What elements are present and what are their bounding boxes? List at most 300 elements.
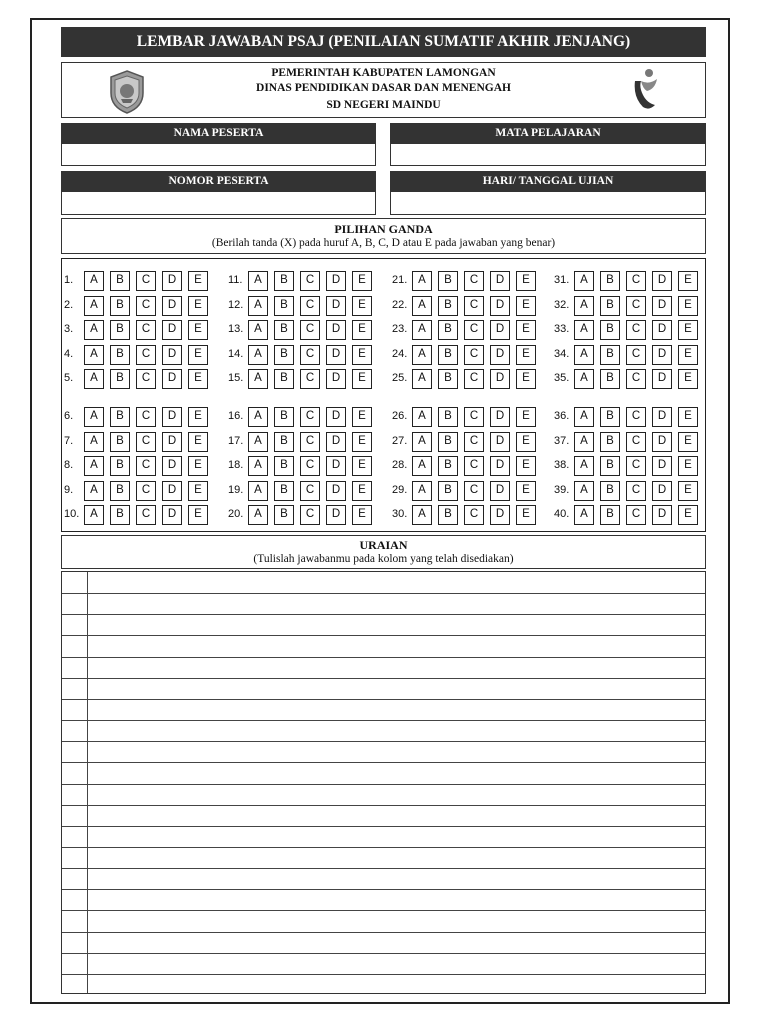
option-e-box[interactable]: E <box>678 296 698 316</box>
essay-line[interactable] <box>62 635 705 636</box>
option-e-box[interactable]: E <box>352 505 372 525</box>
option-e-box[interactable]: E <box>516 296 536 316</box>
question-30 <box>392 505 542 525</box>
option-a-box[interactable]: A <box>574 407 594 427</box>
option-d-box[interactable]: D <box>490 481 510 501</box>
option-a-box[interactable]: A <box>412 456 432 476</box>
option-a-box[interactable]: A <box>84 456 104 476</box>
multiple-choice-grid <box>61 258 706 532</box>
option-c-box[interactable]: C <box>626 456 646 476</box>
question-26 <box>392 407 542 427</box>
option-a-box[interactable]: A <box>412 320 432 340</box>
option-a-box[interactable]: A <box>412 369 432 389</box>
option-e-box[interactable]: E <box>188 320 208 340</box>
option-c-box[interactable]: C <box>464 271 484 291</box>
option-d-box[interactable]: D <box>490 271 510 291</box>
question-number: 32. <box>554 299 570 311</box>
option-a-box[interactable]: A <box>84 505 104 525</box>
option-e-box[interactable]: E <box>678 481 698 501</box>
option-d-box[interactable]: D <box>326 481 346 501</box>
option-e-box[interactable]: E <box>678 505 698 525</box>
option-d-box[interactable]: D <box>326 432 346 452</box>
option-a-box[interactable]: A <box>248 271 268 291</box>
question-40 <box>554 505 704 525</box>
option-e-box[interactable]: E <box>516 481 536 501</box>
option-c-box[interactable]: C <box>136 407 156 427</box>
option-a-box[interactable]: A <box>84 271 104 291</box>
option-e-box[interactable]: E <box>188 505 208 525</box>
question-17 <box>228 432 378 452</box>
option-d-box[interactable]: D <box>162 296 182 316</box>
multiple-choice-header <box>61 218 706 254</box>
question-33 <box>554 320 704 340</box>
question-number: 26. <box>392 410 408 422</box>
option-a-box[interactable]: A <box>574 296 594 316</box>
question-34 <box>554 345 704 365</box>
option-b-box[interactable]: B <box>438 407 458 427</box>
question-18 <box>228 456 378 476</box>
option-a-box[interactable]: A <box>84 432 104 452</box>
option-a-box[interactable]: A <box>574 320 594 340</box>
option-a-box[interactable]: A <box>412 432 432 452</box>
question-19 <box>228 481 378 501</box>
option-b-box[interactable]: B <box>110 369 130 389</box>
option-e-box[interactable]: E <box>352 271 372 291</box>
option-e-box[interactable]: E <box>516 369 536 389</box>
option-e-box[interactable]: E <box>188 345 208 365</box>
option-d-box[interactable]: D <box>162 369 182 389</box>
option-a-box[interactable]: A <box>412 407 432 427</box>
question-24 <box>392 345 542 365</box>
option-a-box[interactable]: A <box>84 369 104 389</box>
option-d-box[interactable]: D <box>490 505 510 525</box>
option-a-box[interactable]: A <box>84 481 104 501</box>
option-e-box[interactable]: E <box>352 345 372 365</box>
question-29 <box>392 481 542 501</box>
option-b-box[interactable]: B <box>438 481 458 501</box>
nomor-peserta-field[interactable] <box>61 191 376 215</box>
option-a-box[interactable]: A <box>84 320 104 340</box>
question-number: 24. <box>392 348 408 360</box>
option-e-box[interactable]: E <box>352 369 372 389</box>
option-c-box[interactable]: C <box>300 481 320 501</box>
multiple-choice-title: PILIHAN GANDA <box>334 222 433 236</box>
option-e-box[interactable]: E <box>188 456 208 476</box>
option-d-box[interactable]: D <box>490 407 510 427</box>
option-a-box[interactable]: A <box>248 407 268 427</box>
option-e-box[interactable]: E <box>352 481 372 501</box>
option-e-box[interactable]: E <box>678 432 698 452</box>
essay-line[interactable] <box>62 762 705 763</box>
essay-line[interactable] <box>62 593 705 594</box>
option-a-box[interactable]: A <box>574 369 594 389</box>
option-a-box[interactable]: A <box>574 456 594 476</box>
essay-line[interactable] <box>62 826 705 827</box>
essay-title: URAIAN <box>359 538 408 552</box>
option-c-box[interactable]: C <box>136 481 156 501</box>
essay-line[interactable] <box>62 889 705 890</box>
option-e-box[interactable]: E <box>188 296 208 316</box>
essay-line[interactable] <box>62 614 705 615</box>
option-b-box[interactable]: B <box>110 320 130 340</box>
mata-pelajaran-field[interactable] <box>390 143 706 166</box>
essay-header <box>61 535 706 569</box>
option-b-box[interactable]: B <box>274 296 294 316</box>
option-d-box[interactable]: D <box>490 320 510 340</box>
option-b-box[interactable]: B <box>274 432 294 452</box>
option-d-box[interactable]: D <box>326 456 346 476</box>
option-e-box[interactable]: E <box>188 369 208 389</box>
option-b-box[interactable]: B <box>600 407 620 427</box>
essay-line[interactable] <box>62 720 705 721</box>
option-d-box[interactable]: D <box>162 407 182 427</box>
option-d-box[interactable]: D <box>162 432 182 452</box>
nama-peserta-field[interactable] <box>61 143 376 166</box>
question-25 <box>392 369 542 389</box>
option-c-box[interactable]: C <box>136 296 156 316</box>
option-e-box[interactable]: E <box>188 481 208 501</box>
option-a-box[interactable]: A <box>574 345 594 365</box>
option-a-box[interactable]: A <box>574 481 594 501</box>
option-e-box[interactable]: E <box>352 407 372 427</box>
option-c-box[interactable]: C <box>464 407 484 427</box>
option-b-box[interactable]: B <box>274 505 294 525</box>
option-d-box[interactable]: D <box>652 296 672 316</box>
option-c-box[interactable]: C <box>300 432 320 452</box>
question-38 <box>554 456 704 476</box>
option-c-box[interactable]: C <box>626 505 646 525</box>
option-a-box[interactable]: A <box>248 432 268 452</box>
option-c-box[interactable]: C <box>464 296 484 316</box>
question-6 <box>64 407 214 427</box>
education-logo-icon <box>627 67 663 113</box>
option-d-box[interactable]: D <box>326 369 346 389</box>
option-b-box[interactable]: B <box>274 407 294 427</box>
option-a-box[interactable]: A <box>412 296 432 316</box>
question-10 <box>64 505 214 525</box>
essay-line[interactable] <box>62 741 705 742</box>
option-e-box[interactable]: E <box>352 296 372 316</box>
option-a-box[interactable]: A <box>412 345 432 365</box>
option-d-box[interactable]: D <box>652 432 672 452</box>
question-15 <box>228 369 378 389</box>
question-number: 13. <box>228 323 244 335</box>
option-b-box[interactable]: B <box>274 481 294 501</box>
essay-line[interactable] <box>62 868 705 869</box>
option-e-box[interactable]: E <box>352 456 372 476</box>
question-number: 17. <box>228 435 244 447</box>
option-c-box[interactable]: C <box>626 345 646 365</box>
option-b-box[interactable]: B <box>438 320 458 340</box>
option-b-box[interactable]: B <box>274 320 294 340</box>
option-b-box[interactable]: B <box>438 369 458 389</box>
question-8 <box>64 456 214 476</box>
option-c-box[interactable]: C <box>464 432 484 452</box>
school-line-department: DINAS PENDIDIKAN DASAR DAN MENENGAH <box>256 82 511 94</box>
option-e-box[interactable]: E <box>678 407 698 427</box>
question-number: 7. <box>64 435 74 447</box>
option-c-box[interactable]: C <box>136 320 156 340</box>
option-c-box[interactable]: C <box>300 407 320 427</box>
option-e-box[interactable]: E <box>516 456 536 476</box>
option-b-box[interactable]: B <box>438 505 458 525</box>
question-7 <box>64 432 214 452</box>
option-e-box[interactable]: E <box>188 432 208 452</box>
question-1 <box>64 271 214 291</box>
option-c-box[interactable]: C <box>626 481 646 501</box>
option-a-box[interactable]: A <box>248 369 268 389</box>
option-e-box[interactable]: E <box>516 271 536 291</box>
question-number: 29. <box>392 484 408 496</box>
option-e-box[interactable]: E <box>188 407 208 427</box>
question-number: 16. <box>228 410 244 422</box>
option-d-box[interactable]: D <box>326 271 346 291</box>
option-e-box[interactable]: E <box>678 345 698 365</box>
question-number: 5. <box>64 372 74 384</box>
option-a-box[interactable]: A <box>248 481 268 501</box>
question-number: 22. <box>392 299 408 311</box>
question-31 <box>554 271 704 291</box>
question-number: 23. <box>392 323 408 335</box>
option-b-box[interactable]: B <box>110 271 130 291</box>
option-b-box[interactable]: B <box>600 369 620 389</box>
option-a-box[interactable]: A <box>84 296 104 316</box>
question-number: 37. <box>554 435 570 447</box>
option-c-box[interactable]: C <box>464 505 484 525</box>
option-c-box[interactable]: C <box>136 505 156 525</box>
option-b-box[interactable]: B <box>600 296 620 316</box>
school-header <box>61 62 706 118</box>
option-b-box[interactable]: B <box>438 271 458 291</box>
option-c-box[interactable]: C <box>464 369 484 389</box>
option-b-box[interactable]: B <box>110 432 130 452</box>
option-b-box[interactable]: B <box>110 296 130 316</box>
essay-line[interactable] <box>62 910 705 911</box>
question-number: 2. <box>64 299 74 311</box>
option-c-box[interactable]: C <box>136 456 156 476</box>
option-e-box[interactable]: E <box>678 456 698 476</box>
option-a-box[interactable]: A <box>248 296 268 316</box>
question-number: 8. <box>64 459 74 471</box>
question-28 <box>392 456 542 476</box>
option-d-box[interactable]: D <box>326 320 346 340</box>
option-c-box[interactable]: C <box>136 369 156 389</box>
option-a-box[interactable]: A <box>574 432 594 452</box>
option-e-box[interactable]: E <box>678 271 698 291</box>
question-12 <box>228 296 378 316</box>
option-b-box[interactable]: B <box>600 481 620 501</box>
essay-line[interactable] <box>62 847 705 848</box>
option-d-box[interactable]: D <box>652 369 672 389</box>
option-c-box[interactable]: C <box>136 345 156 365</box>
hari-tanggal-field[interactable] <box>390 191 706 215</box>
option-d-box[interactable]: D <box>490 369 510 389</box>
option-e-box[interactable]: E <box>352 432 372 452</box>
option-a-box[interactable]: A <box>412 271 432 291</box>
option-d-box[interactable]: D <box>652 481 672 501</box>
option-c-box[interactable]: C <box>300 505 320 525</box>
option-e-box[interactable]: E <box>678 320 698 340</box>
option-a-box[interactable]: A <box>248 456 268 476</box>
question-14 <box>228 345 378 365</box>
essay-line[interactable] <box>62 805 705 806</box>
option-b-box[interactable]: B <box>600 271 620 291</box>
option-e-box[interactable]: E <box>516 320 536 340</box>
essay-line[interactable] <box>62 974 705 975</box>
option-d-box[interactable]: D <box>490 432 510 452</box>
option-b-box[interactable]: B <box>438 456 458 476</box>
option-c-box[interactable]: C <box>136 432 156 452</box>
question-number: 40. <box>554 508 570 520</box>
option-a-box[interactable]: A <box>412 505 432 525</box>
question-number: 19. <box>228 484 244 496</box>
option-b-box[interactable]: B <box>110 345 130 365</box>
essay-line[interactable] <box>62 699 705 700</box>
option-d-box[interactable]: D <box>326 345 346 365</box>
option-c-box[interactable]: C <box>626 432 646 452</box>
question-number: 1. <box>64 274 74 286</box>
option-a-box[interactable]: A <box>574 505 594 525</box>
option-c-box[interactable]: C <box>626 271 646 291</box>
option-a-box[interactable]: A <box>248 320 268 340</box>
option-c-box[interactable]: C <box>300 320 320 340</box>
option-c-box[interactable]: C <box>464 481 484 501</box>
essay-line[interactable] <box>62 932 705 933</box>
question-20 <box>228 505 378 525</box>
option-e-box[interactable]: E <box>516 407 536 427</box>
option-c-box[interactable]: C <box>300 271 320 291</box>
option-b-box[interactable]: B <box>274 456 294 476</box>
option-a-box[interactable]: A <box>248 505 268 525</box>
option-d-box[interactable]: D <box>490 456 510 476</box>
option-d-box[interactable]: D <box>162 456 182 476</box>
option-e-box[interactable]: E <box>678 369 698 389</box>
option-c-box[interactable]: C <box>300 296 320 316</box>
option-d-box[interactable]: D <box>652 271 672 291</box>
question-number: 27. <box>392 435 408 447</box>
question-number: 14. <box>228 348 244 360</box>
option-d-box[interactable]: D <box>652 505 672 525</box>
option-c-box[interactable]: C <box>464 320 484 340</box>
option-d-box[interactable]: D <box>162 345 182 365</box>
option-b-box[interactable]: B <box>600 432 620 452</box>
essay-line[interactable] <box>62 953 705 954</box>
question-number: 4. <box>64 348 74 360</box>
question-number: 15. <box>228 372 244 384</box>
question-number: 28. <box>392 459 408 471</box>
option-a-box[interactable]: A <box>84 345 104 365</box>
option-a-box[interactable]: A <box>412 481 432 501</box>
option-b-box[interactable]: B <box>274 345 294 365</box>
option-c-box[interactable]: C <box>626 320 646 340</box>
option-b-box[interactable]: B <box>600 456 620 476</box>
option-c-box[interactable]: C <box>300 345 320 365</box>
option-a-box[interactable]: A <box>574 271 594 291</box>
option-d-box[interactable]: D <box>162 481 182 501</box>
option-b-box[interactable]: B <box>110 456 130 476</box>
option-c-box[interactable]: C <box>300 369 320 389</box>
option-e-box[interactable]: E <box>188 271 208 291</box>
option-b-box[interactable]: B <box>438 432 458 452</box>
question-number: 20. <box>228 508 244 520</box>
question-number: 36. <box>554 410 570 422</box>
question-number: 3. <box>64 323 74 335</box>
question-11 <box>228 271 378 291</box>
option-c-box[interactable]: C <box>464 345 484 365</box>
option-d-box[interactable]: D <box>490 345 510 365</box>
option-c-box[interactable]: C <box>464 456 484 476</box>
option-b-box[interactable]: B <box>600 345 620 365</box>
option-c-box[interactable]: C <box>626 369 646 389</box>
school-line-government: PEMERINTAH KABUPATEN LAMONGAN <box>271 67 496 79</box>
option-b-box[interactable]: B <box>438 345 458 365</box>
question-number: 39. <box>554 484 570 496</box>
option-b-box[interactable]: B <box>600 320 620 340</box>
essay-line[interactable] <box>62 657 705 658</box>
option-a-box[interactable]: A <box>248 345 268 365</box>
question-number: 30. <box>392 508 408 520</box>
question-5 <box>64 369 214 389</box>
option-b-box[interactable]: B <box>438 296 458 316</box>
option-e-box[interactable]: E <box>516 432 536 452</box>
option-b-box[interactable]: B <box>110 505 130 525</box>
option-c-box[interactable]: C <box>626 296 646 316</box>
question-22 <box>392 296 542 316</box>
question-13 <box>228 320 378 340</box>
option-c-box[interactable]: C <box>136 271 156 291</box>
option-d-box[interactable]: D <box>162 505 182 525</box>
question-number: 10. <box>64 508 80 520</box>
essay-instruction: (Tulislah jawabanmu pada kolom yang telah disediakan) <box>253 553 514 565</box>
option-d-box[interactable]: D <box>652 320 672 340</box>
option-d-box[interactable]: D <box>162 320 182 340</box>
option-d-box[interactable]: D <box>326 407 346 427</box>
nama-peserta-label: NAMA PESERTA <box>61 123 376 143</box>
question-36 <box>554 407 704 427</box>
question-number: 31. <box>554 274 570 286</box>
question-number: 18. <box>228 459 244 471</box>
option-d-box[interactable]: D <box>326 505 346 525</box>
question-number: 21. <box>392 274 408 286</box>
essay-line[interactable] <box>62 678 705 679</box>
option-c-box[interactable]: C <box>626 407 646 427</box>
question-3 <box>64 320 214 340</box>
option-e-box[interactable]: E <box>352 320 372 340</box>
question-number: 9. <box>64 484 74 496</box>
question-27 <box>392 432 542 452</box>
option-a-box[interactable]: A <box>84 407 104 427</box>
question-23 <box>392 320 542 340</box>
option-b-box[interactable]: B <box>274 369 294 389</box>
option-b-box[interactable]: B <box>110 481 130 501</box>
option-b-box[interactable]: B <box>274 271 294 291</box>
option-e-box[interactable]: E <box>516 505 536 525</box>
option-d-box[interactable]: D <box>162 271 182 291</box>
option-d-box[interactable]: D <box>326 296 346 316</box>
option-b-box[interactable]: B <box>110 407 130 427</box>
essay-line[interactable] <box>62 784 705 785</box>
option-b-box[interactable]: B <box>600 505 620 525</box>
option-d-box[interactable]: D <box>652 345 672 365</box>
option-d-box[interactable]: D <box>652 407 672 427</box>
option-c-box[interactable]: C <box>300 456 320 476</box>
question-2 <box>64 296 214 316</box>
option-d-box[interactable]: D <box>652 456 672 476</box>
option-d-box[interactable]: D <box>490 296 510 316</box>
nomor-peserta-label: NOMOR PESERTA <box>61 171 376 191</box>
option-e-box[interactable]: E <box>516 345 536 365</box>
question-4 <box>64 345 214 365</box>
